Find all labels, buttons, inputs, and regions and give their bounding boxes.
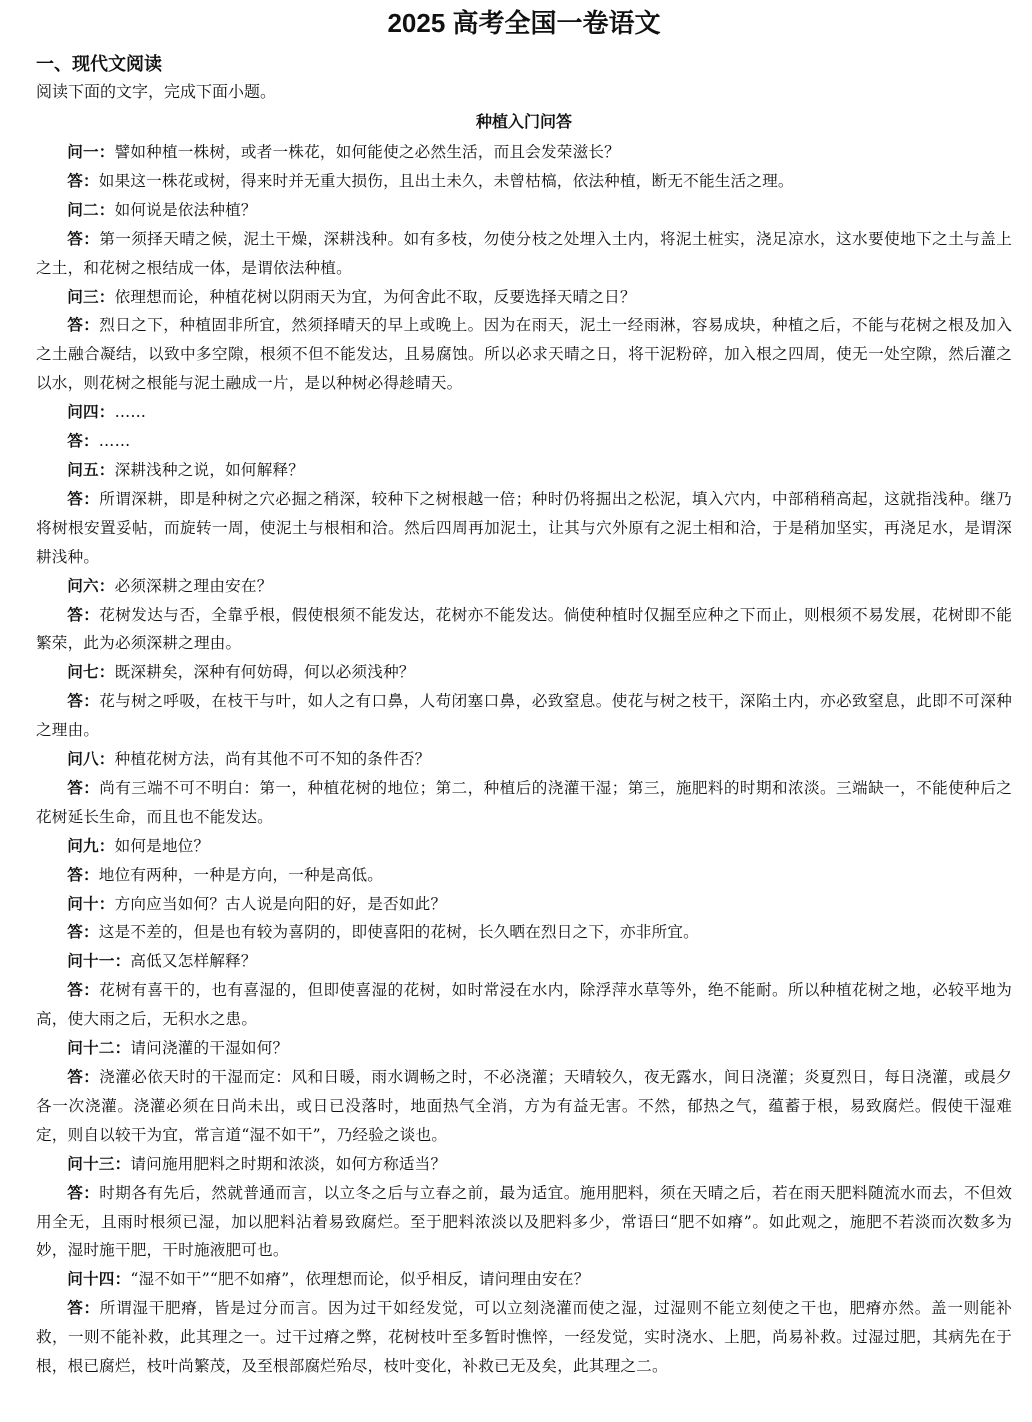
qa-label: 答： [67,865,99,884]
section-heading: 一、现代文阅读 [36,54,162,75]
qa-text: 花树发达与否，全靠乎根，假使根须不能发达，花树亦不能发达。倘使种植时仅掘至应种之下而止，则根须不易发展，花树即不能繁荣，此为必须深耕之理由。 [36,605,1013,653]
answer-paragraph [36,774,1012,832]
qa-label: 问十一： [67,952,131,971]
qa-text: 方向应当如何？古人说是向阳的好，是否如此？ [114,894,447,913]
question-paragraph [36,283,1012,312]
qa-text: 花与树之呼吸，在枝干与叶，如人之有口鼻，人苟闭塞口鼻，必致窒息。使花与树之枝干，深陷土内，亦必致窒息，此即不可深种之理由。 [36,692,1013,740]
qa-label: 问十： [67,894,115,913]
qa-label: 答： [67,923,99,942]
qa-label: 问十二： [67,1039,131,1058]
qa-label: 答： [67,316,100,335]
qa-label: 问八： [67,750,115,769]
qa-label: 答： [67,229,100,248]
qa-text: 譬如种植一株树，或者一株花，如何能使之必然生活，而且会发荣滋长？ [114,143,620,161]
qa-label: 问六： [67,576,115,595]
qa-label: 问九： [67,836,115,855]
qa-text: 烈日之下，种植固非所宜，然须择晴天的早上或晚上。因为在雨天，泥土一经雨淋，容易成块，种植之后，不能与花树之根及加入之土融合凝结，以致中多空隙，根须不但不能发达，且易腐蚀。所以必求天晴之日，将干泥粉碎，加入根之四周，使无一处空隙，然后灌之以水，则花树之根能与泥土融成一片，是以种树必得趁晴天。 [36,316,1013,393]
qa-label: 问五： [67,460,115,479]
qa-text: 依理想而论，种植花树以阴雨天为宜，为何舍此不取，反要选择天晴之日？ [114,287,636,306]
qa-label: 答： [67,692,100,711]
question-paragraph [36,1265,1012,1294]
qa-text: 这是不差的，但是也有较为喜阴的，即使喜阳的花树，长久晒在烈日之下，亦非所宜。 [98,923,699,942]
qa-label: 答： [67,1299,100,1318]
qa-text: 时期各有先后，然就普通而言，以立冬之后与立春之前，最为适宜。施用肥料，须在天晴之后，若在雨天肥料随流水而去，不但效用全无，且雨时根须已湿，加以肥料沾着易致腐烂。至于肥料浓淡以及肥料多少，常语曰“肥不如瘠”。如此观之，施肥不若淡而次数多为妙，湿时施干肥，干时施液肥可也。 [36,1183,1013,1260]
answer-paragraph [36,1294,1012,1381]
qa-text: 如何说是依法种植？ [114,200,257,219]
question-paragraph [36,398,1012,427]
qa-text: 如何是地位？ [114,836,210,855]
qa-text: 浇灌必依天时的干湿而定：风和日暖，雨水调畅之时，不必浇灌；天晴较久，夜无露水，间日浇灌；炎夏烈日，每日浇灌，或晨夕各一次浇灌。浇灌必须在日尚未出，或日已没落时，地面热气全消，方为有益无害。不然，郁热之气，蕴蓄于根，易致腐烂。假使干湿难定，则自以较干为宜，常言道“湿不如干”，乃经验之谈也。 [36,1068,1013,1144]
answer-paragraph [36,861,1012,890]
answer-paragraph [36,485,1012,572]
answer-paragraph [36,1063,1012,1150]
question-paragraph [36,832,1012,861]
qa-text: 尚有三端不可不明白：第一，种植花树的地位；第二，种植后的浇灌干湿；第三，施肥料的时期和浓淡。三端缺一，不能使种后之花树延长生命，而且也不能发达。 [36,778,1013,826]
answer-paragraph [36,687,1012,745]
qa-text: “湿不如干”“肥不如瘠”，依理想而论，似乎相反，请问理由安在？ [130,1270,590,1289]
qa-label: 答： [67,778,100,797]
qa-label: 答： [67,1068,100,1086]
answer-paragraph [36,167,1012,196]
question-paragraph [36,1150,1012,1179]
qa-label: 问一： [67,143,115,161]
qa-label: 问二： [67,200,115,219]
qa-label: 答： [67,171,99,190]
qa-text: 必须深耕之理由安在？ [114,576,273,595]
question-paragraph [36,196,1012,225]
qa-list [36,138,1012,1381]
qa-text: 花树有喜干的，也有喜湿的，但即使喜湿的花树，如时常浸在水内，除浮萍水草等外，绝不能耐。所以种植花树之地，必较平地为高，使大雨之后，无积水之患。 [36,981,1013,1029]
qa-text: …… [114,403,147,422]
qa-text: …… [98,432,131,451]
answer-paragraph [36,601,1012,659]
qa-label: 答： [67,605,100,624]
question-paragraph [36,745,1012,774]
question-paragraph [36,1034,1012,1063]
qa-label: 答： [67,432,99,451]
qa-label: 答： [67,489,100,508]
qa-text: 第一须择天晴之候，泥土干燥，深耕浅种。如有多枝，勿使分枝之处埋入土内，将泥土桩实，浇足凉水，这水要使地下之土与盖上之土，和花树之根结成一体，是谓依法种植。 [36,229,1013,277]
answer-paragraph [36,976,1012,1034]
qa-label: 答： [67,981,100,1000]
qa-text: 请问施用肥料之时期和浓淡，如何方称适当？ [130,1154,447,1173]
qa-label: 问三： [67,287,115,306]
qa-label: 问十三： [67,1154,131,1173]
question-paragraph [36,947,1012,976]
qa-text: 如果这一株花或树，得来时并无重大损伤，且出土未久，未曾枯槁，依法种植，断无不能生活之理。 [98,171,794,190]
qa-text: 种植花树方法，尚有其他不可不知的条件否？ [114,750,431,769]
qa-text: 地位有两种，一种是方向，一种是高低。 [98,865,384,884]
answer-paragraph [36,918,1012,947]
document-title: 2025 高考全国一卷语文 [387,8,661,38]
answer-paragraph [36,225,1012,283]
qa-label: 问七： [67,663,115,682]
answer-paragraph [36,311,1012,398]
article-title: 种植入门问答 [475,112,572,131]
answer-paragraph [36,1179,1012,1266]
question-paragraph [36,138,1012,167]
qa-label: 问十四： [67,1270,131,1289]
qa-label: 问四： [67,403,115,422]
reading-instruction: 阅读下面的文字，完成下面小题。 [36,82,277,101]
question-paragraph [36,572,1012,601]
qa-text: 深耕浅种之说，如何解释？ [114,460,305,479]
qa-text: 既深耕矣，深种有何妨碍，何以必须浅种？ [114,663,415,682]
question-paragraph [36,456,1012,485]
qa-text: 高低又怎样解释？ [130,952,257,971]
qa-text: 请问浇灌的干湿如何？ [130,1039,289,1058]
question-paragraph [36,658,1012,687]
answer-paragraph [36,427,1012,456]
qa-label: 答： [67,1183,100,1202]
question-paragraph [36,890,1012,919]
qa-text: 所谓湿干肥瘠，皆是过分而言。因为过干如经发觉，可以立刻浇灌而使之湿，过湿则不能立刻使之干也，肥瘠亦然。盖一则能补救，一则不能补救，此其理之一。过干过瘠之弊，花树枝叶至多暂时憔悴，一经发觉，实时浇水、上肥，尚易补救。过湿过肥，其病先在于根，根已腐烂，枝叶尚繁茂，及至根部腐烂殆尽，枝叶变化，补救已无及矣，此其理之二。 [36,1299,1013,1376]
qa-text: 所谓深耕，即是种树之穴必掘之稍深，较种下之树根越一倍；种时仍将掘出之松泥，填入穴内，中部稍稍高起，这就指浅种。继乃将树根安置妥帖，而旋转一周，使泥土与根相和洽。然后四周再加泥土，让其与穴外原有之泥土相和洽，于是稍加坚实，再浇足水，是谓深耕浅种。 [36,489,1013,566]
